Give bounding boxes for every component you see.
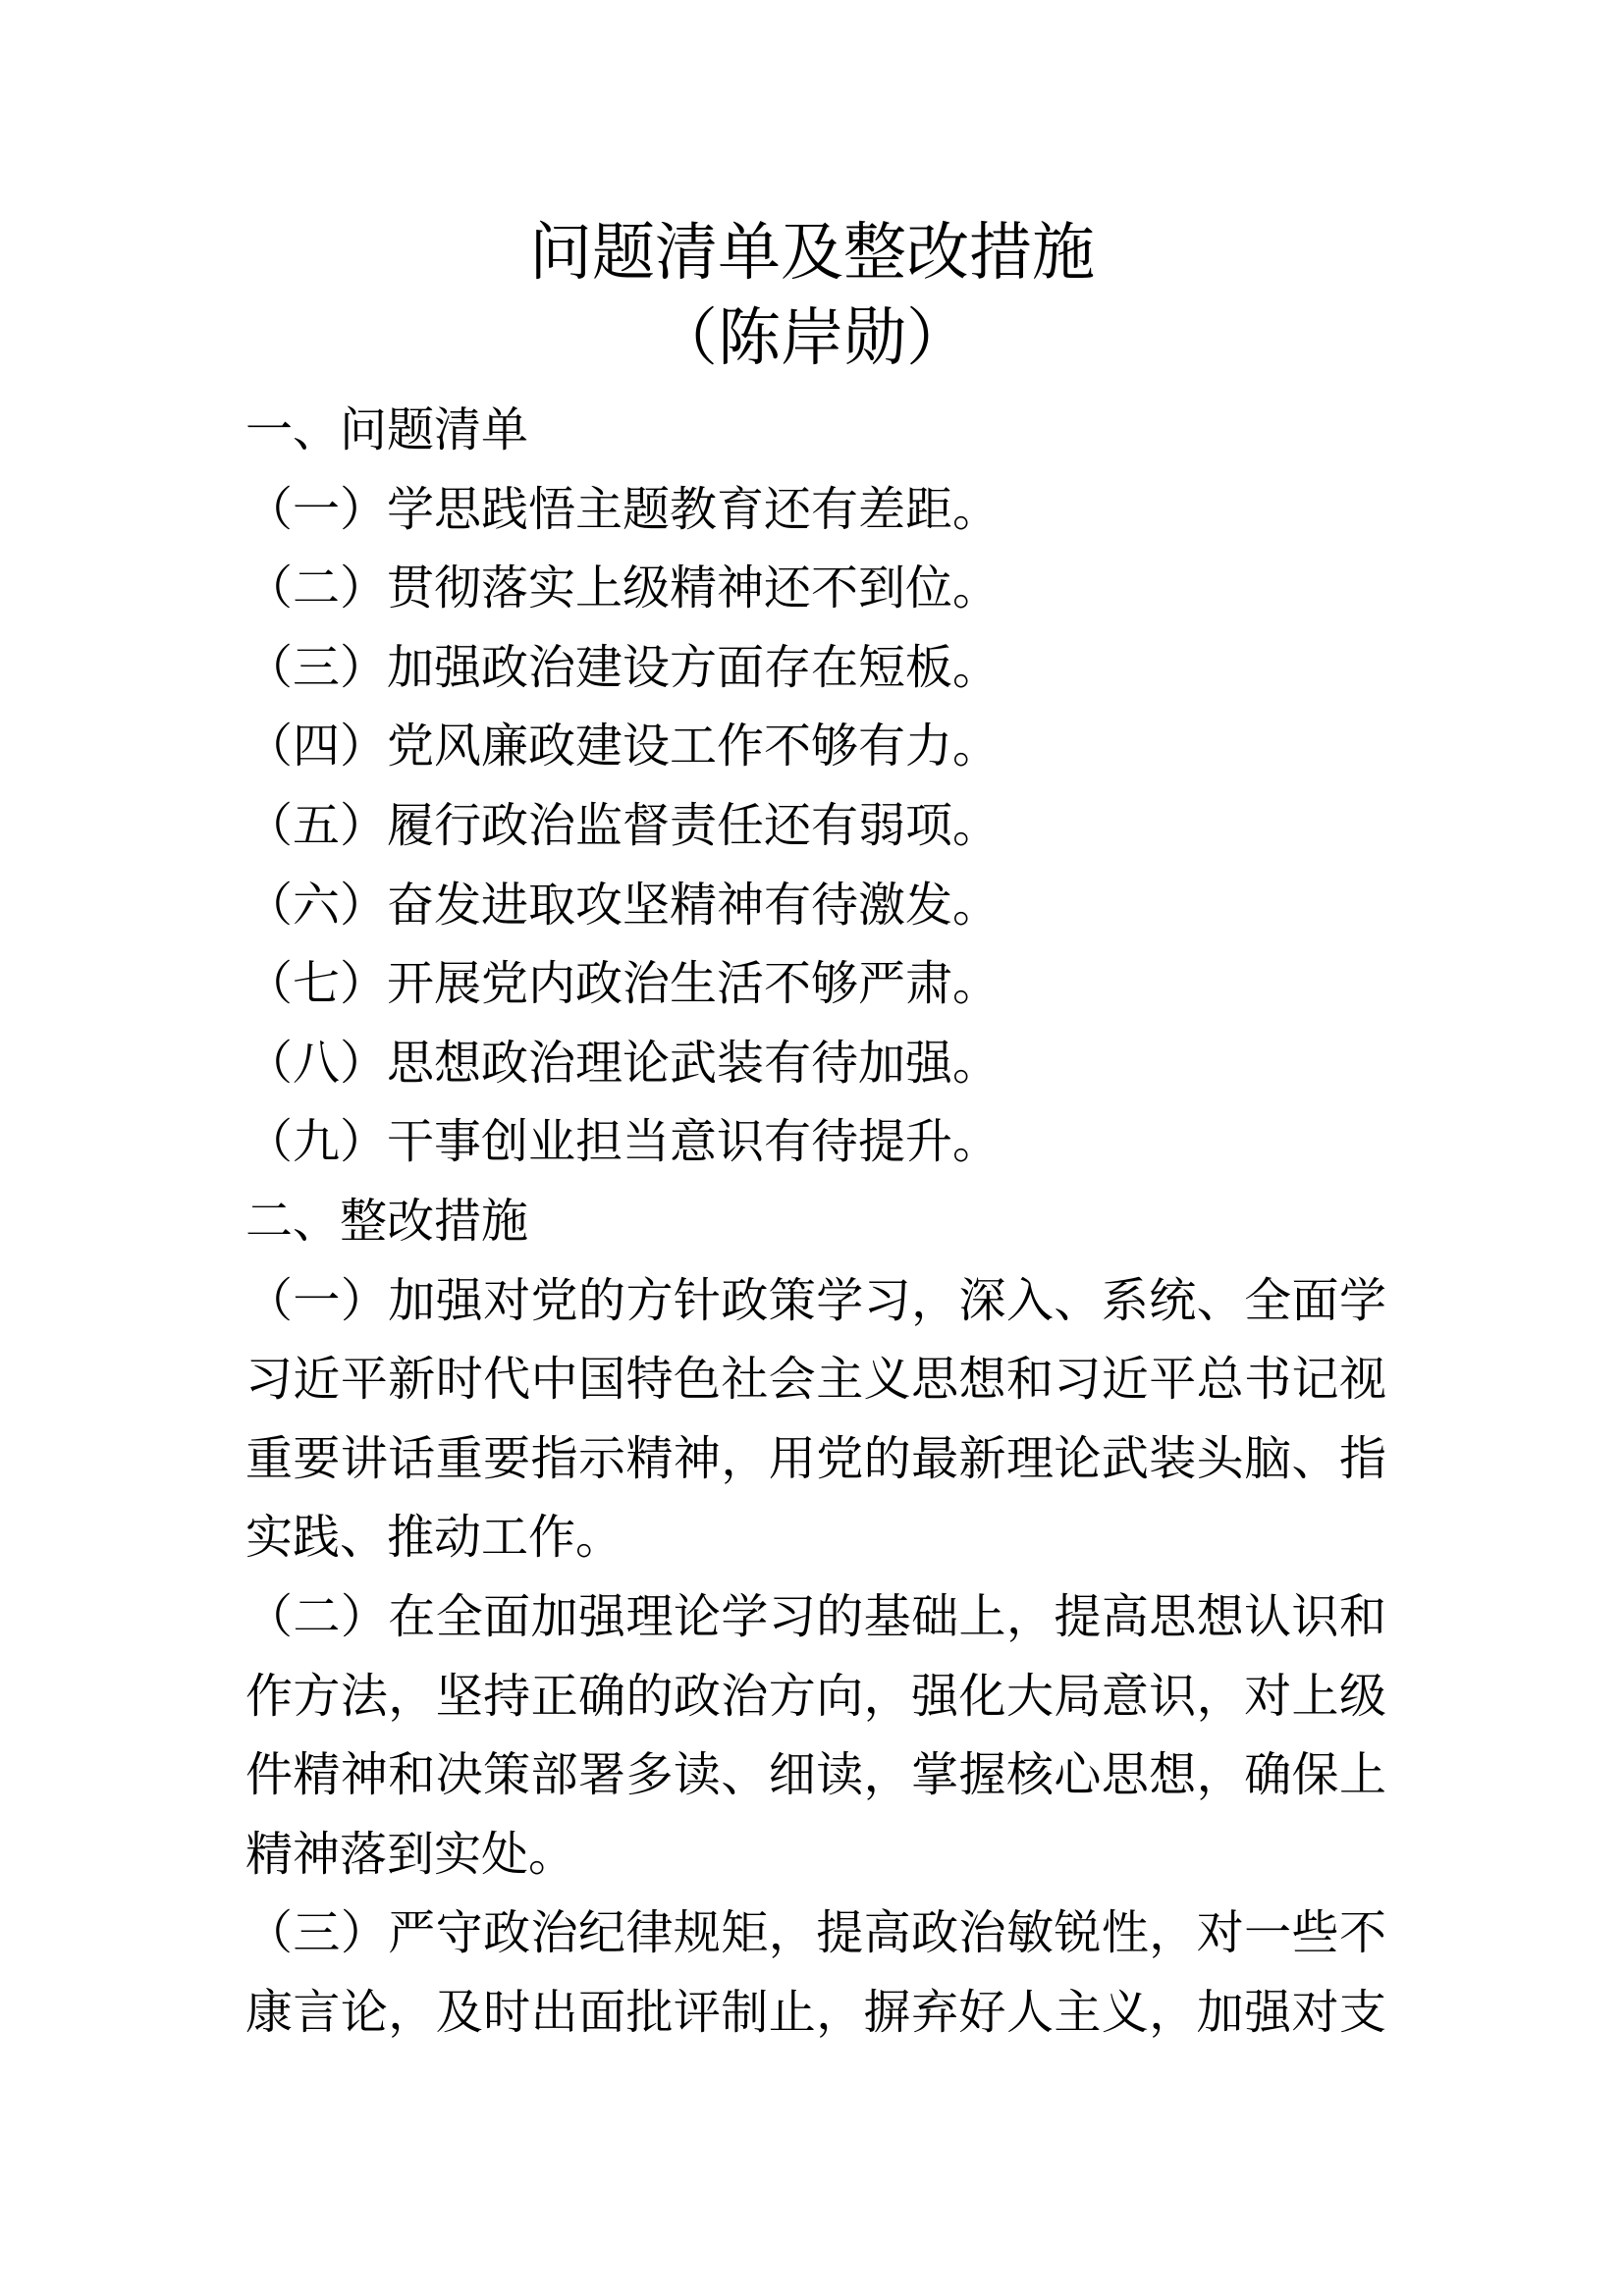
problem-item: （八）思想政治理论武装有待加强。 xyxy=(245,1035,1001,1091)
problem-item: （七）开展党内政治生活不够严肃。 xyxy=(245,956,1001,1012)
problem-item: （五）履行政治监督责任还有弱项。 xyxy=(245,797,1001,853)
problem-item: （六）奋发进取攻坚精神有待激发。 xyxy=(245,877,1001,933)
paragraph-line: 康言论，及时出面批评制止，摒弃好人主义，加强对支 xyxy=(245,1984,1386,2040)
measure-paragraph xyxy=(245,1577,1386,1894)
problem-item: （一）学思践悟主题教育还有差距。 xyxy=(245,481,1001,537)
document-subtitle-name: （陈岸勋） xyxy=(655,302,969,375)
problem-item: （九）干事创业担当意识有待提升。 xyxy=(245,1114,1001,1170)
paragraph-line: 件精神和决策部署多读、细读，掌握核心思想，确保上 xyxy=(245,1747,1386,1803)
problem-item: （四）党风廉政建设工作不够有力。 xyxy=(245,719,1001,774)
measure-paragraph xyxy=(245,1261,1386,1577)
section-heading-problems: 一、问题清单 xyxy=(245,402,529,457)
paragraph-line: （二）在全面加强理论学习的基础上，提高思想认识和 xyxy=(245,1588,1386,1644)
measure-paragraph xyxy=(245,1894,1386,2052)
problem-item: （三）加强政治建设方面存在短板。 xyxy=(245,639,1001,695)
paragraph-line: （一）加强对党的方针政策学习，深入、系统、全面学 xyxy=(245,1272,1386,1328)
paragraph-line: （三）严守政治纪律规矩，提高政治敏锐性，对一些不 xyxy=(245,1905,1386,1961)
paragraph-line: 精神落到实处。 xyxy=(245,1826,576,1882)
problem-item: （二）贯彻落实上级精神还不到位。 xyxy=(245,561,1001,616)
paragraph-line: 作方法，坚持正确的政治方向，强化大局意识，对上级 xyxy=(245,1668,1386,1724)
document-body xyxy=(245,391,1386,2052)
section-heading-measures: 二、整改措施 xyxy=(245,1193,529,1249)
paragraph-line: 实践、推动工作。 xyxy=(245,1510,623,1566)
paragraph-line: 习近平新时代中国特色社会主义思想和习近平总书记视 xyxy=(245,1352,1386,1408)
document-title: 问题清单及整改措施 xyxy=(529,217,1095,290)
paragraph-line: 重要讲话重要指示精神，用党的最新理论武装头脑、指 xyxy=(245,1430,1386,1486)
